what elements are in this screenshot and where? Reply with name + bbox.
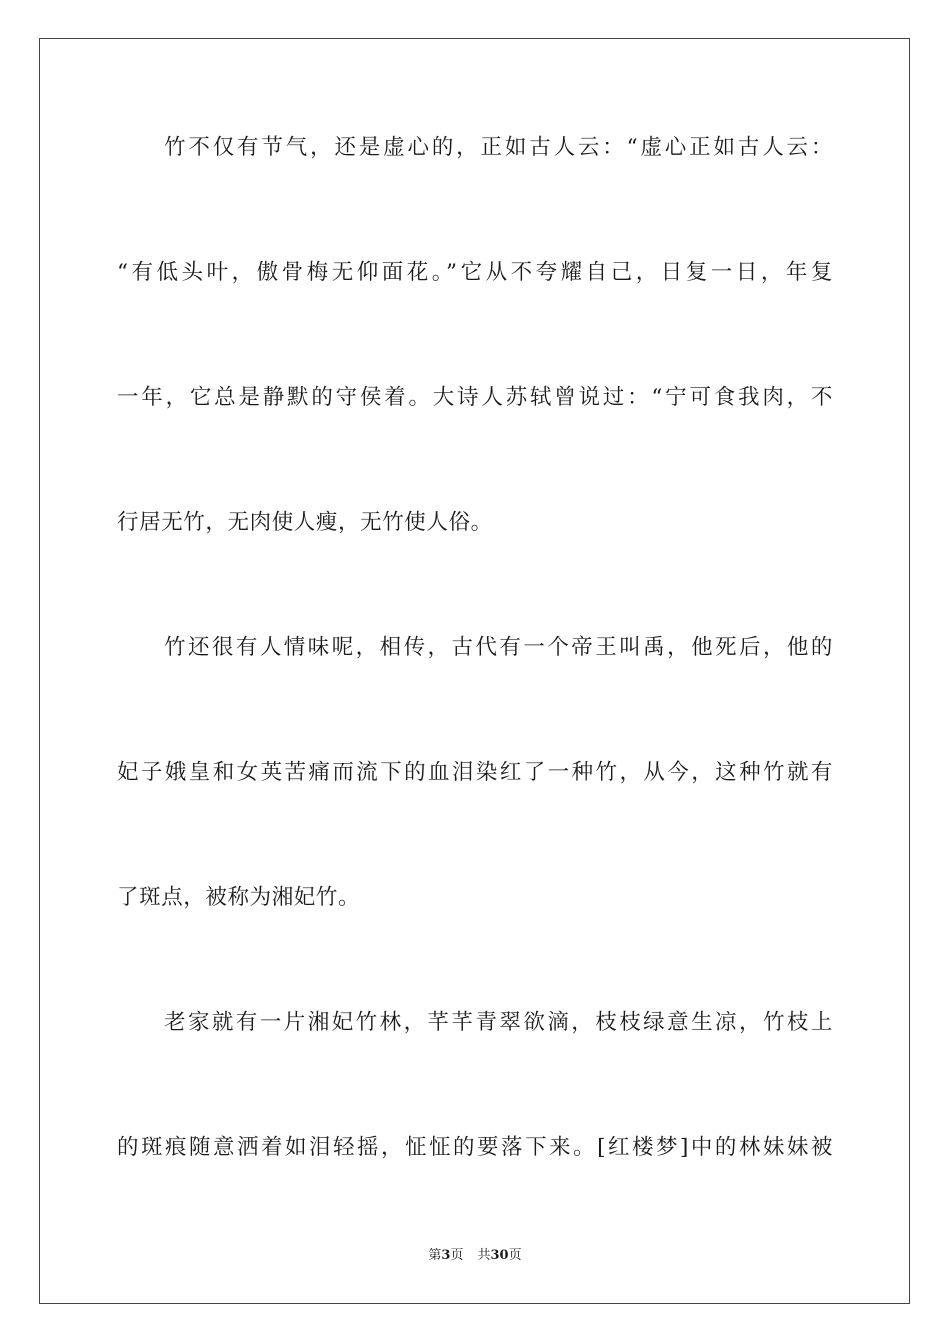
footer-total-prefix: 共 [477, 1248, 491, 1263]
paragraph-1-line-3: 一年，它总是静默的守侯着。大诗人苏轼曾说过：“宁可食我肉，不 [117, 385, 833, 410]
paragraph-2-line-3: 了斑点，被称为湘妃竹。 [117, 885, 361, 910]
footer-page-prefix: 第 [428, 1248, 442, 1263]
paragraph-3-line-2: 的斑痕随意洒着如泪轻摇，怔怔的要落下来。[红楼梦]中的林妹妹被 [117, 1135, 833, 1160]
footer-total-suffix: 页 [508, 1248, 522, 1263]
paragraph-1-line-1: 竹不仅有节气，还是虚心的，正如古人云：“虚心正如古人云： [164, 135, 833, 160]
paragraph-1-line-2: “有低头叶，傲骨梅无仰面花。”它从不夸耀自己，日复一日，年复 [117, 260, 833, 285]
footer-page-suffix: 页 [450, 1248, 464, 1263]
paragraph-2-line-2: 妃子娥皇和女英苦痛而流下的血泪染红了一种竹，从今，这种竹就有 [117, 760, 833, 785]
paragraph-1-line-4: 行居无竹，无肉使人瘦，无竹使人俗。 [117, 510, 493, 535]
footer-page-number: 3 [441, 1248, 451, 1263]
paragraph-3-line-1: 老家就有一片湘妃竹林，芊芊青翠欲滴，枝枝绿意生凉，竹枝上 [164, 1010, 833, 1035]
page-border [39, 38, 910, 1304]
footer-total-pages: 30 [490, 1248, 509, 1263]
paragraph-2-line-1: 竹还很有人情味呢，相传，古代有一个帝王叫禹，他死后，他的 [164, 635, 833, 660]
page-footer [0, 1246, 950, 1266]
